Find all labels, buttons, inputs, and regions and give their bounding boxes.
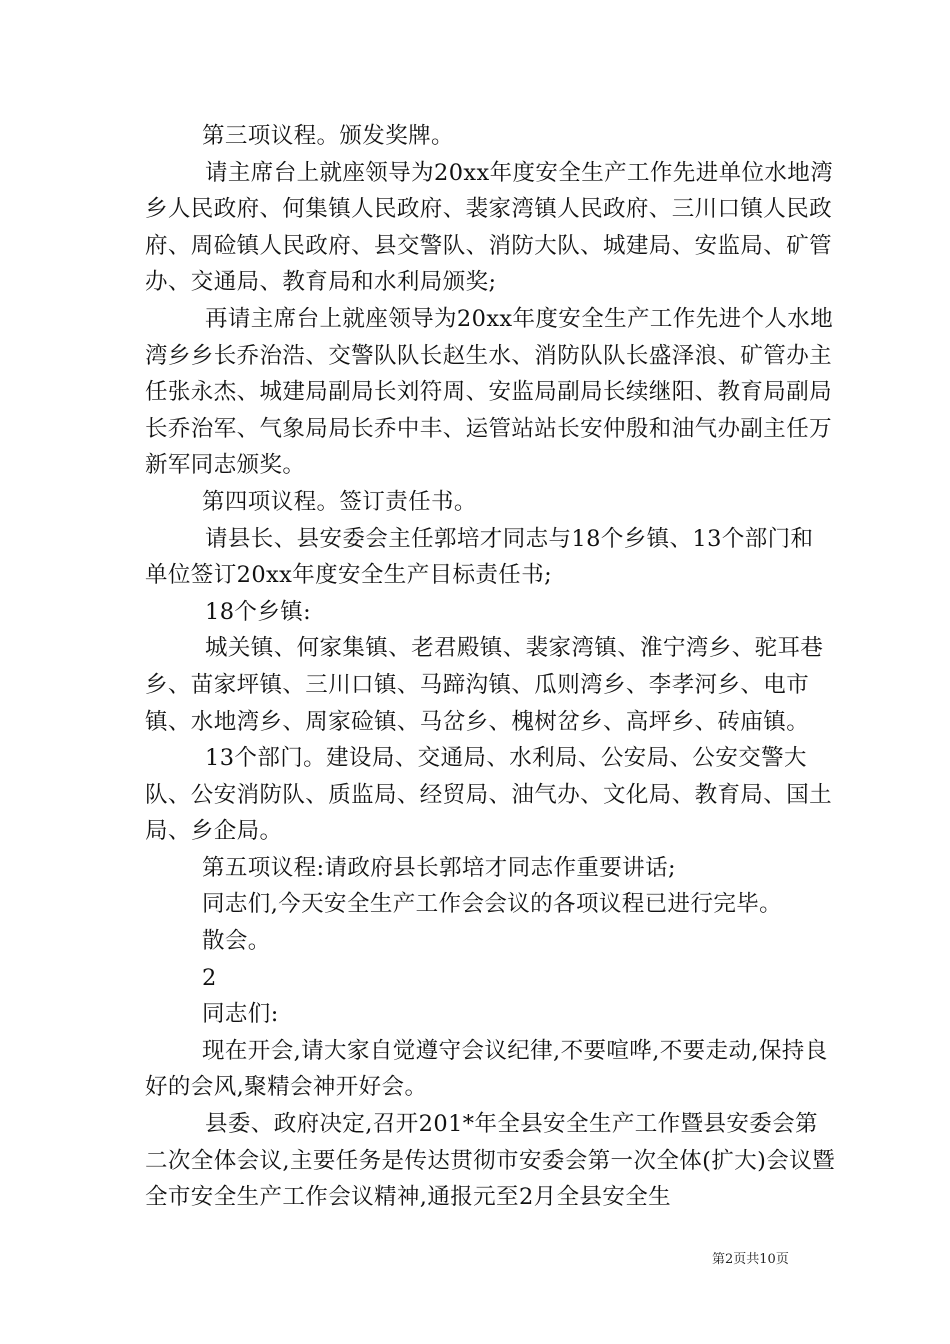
page-number-footer: 第2页共10页: [712, 1252, 789, 1267]
paragraph-towns-list: 城关镇、何家集镇、老君殿镇、裴家湾镇、淮宁湾乡、驼耳巷乡、苗家坪镇、三川口镇、马蹄沟镇、瓜则湾乡、李孝河乡、电市镇、水地湾乡、周家硷镇、马岔乡、槐树岔乡、高坪乡、砖庙镇。: [145, 635, 824, 735]
paragraph-sign-responsibility: 请县长、县安委会主任郭培才同志与18个乡镇、13个部门和单位签订20xx年度安全生产目标责任书;: [145, 525, 814, 589]
document-body: [145, 118, 835, 1216]
section-number: 2: [202, 964, 217, 991]
paragraph-agenda-5: 第五项议程:请政府县长郭培才同志作重要讲话;: [202, 854, 676, 881]
paragraph-meeting-discipline: 现在开会,请大家自觉遵守会议纪律,不要喧哗,不要走动,保持良好的会风,聚精会神开好会。: [145, 1037, 828, 1101]
paragraph-award-individuals: 再请主席台上就座领导为20xx年度安全生产工作先进个人水地湾乡乡长乔治浩、交警队队长赵生水、消防队队长盛泽浪、矿管办主任张永杰、城建局副局长刘符周、安监局副局长续继阳、教育局副局长乔治军、气象局局长乔中丰、运管站站长安仲殷和油气办副主任万新军同志颁奖。: [145, 305, 834, 479]
paragraph-greeting: 同志们:: [202, 1001, 279, 1028]
paragraph-towns-heading: 18个乡镇:: [205, 598, 312, 625]
paragraph-departments-list: 13个部门。建设局、交通局、水利局、公安局、公安交警大队、公安消防队、质监局、经贸局、油气办、文化局、教育局、国土局、乡企局。: [145, 745, 833, 845]
paragraph-agenda-4: 第四项议程。签订责任书。: [202, 488, 477, 515]
paragraph-meeting-purpose: 县委、政府决定,召开201*年全县安全生产工作暨县安委会第二次全体会议,主要任务是传达贯彻市安委会第一次全体(扩大)会议暨全市安全生产工作会议精神,通报元至2月全县安全生: [145, 1111, 836, 1211]
paragraph-adjourn: 散会。: [202, 928, 271, 955]
paragraph-award-units: 请主席台上就座领导为20xx年度安全生产工作先进单位水地湾乡人民政府、何集镇人民政府、裴家湾镇人民政府、三川口镇人民政府、周硷镇人民政府、县交警队、消防大队、城建局、安监局、矿管办、交通局、教育局和水利局颁奖;: [145, 159, 834, 296]
paragraph-agenda-3: 第三项议程。颁发奖牌。: [202, 123, 454, 149]
paragraph-closing: 同志们,今天安全生产工作会会议的各项议程已进行完毕。: [202, 891, 783, 918]
